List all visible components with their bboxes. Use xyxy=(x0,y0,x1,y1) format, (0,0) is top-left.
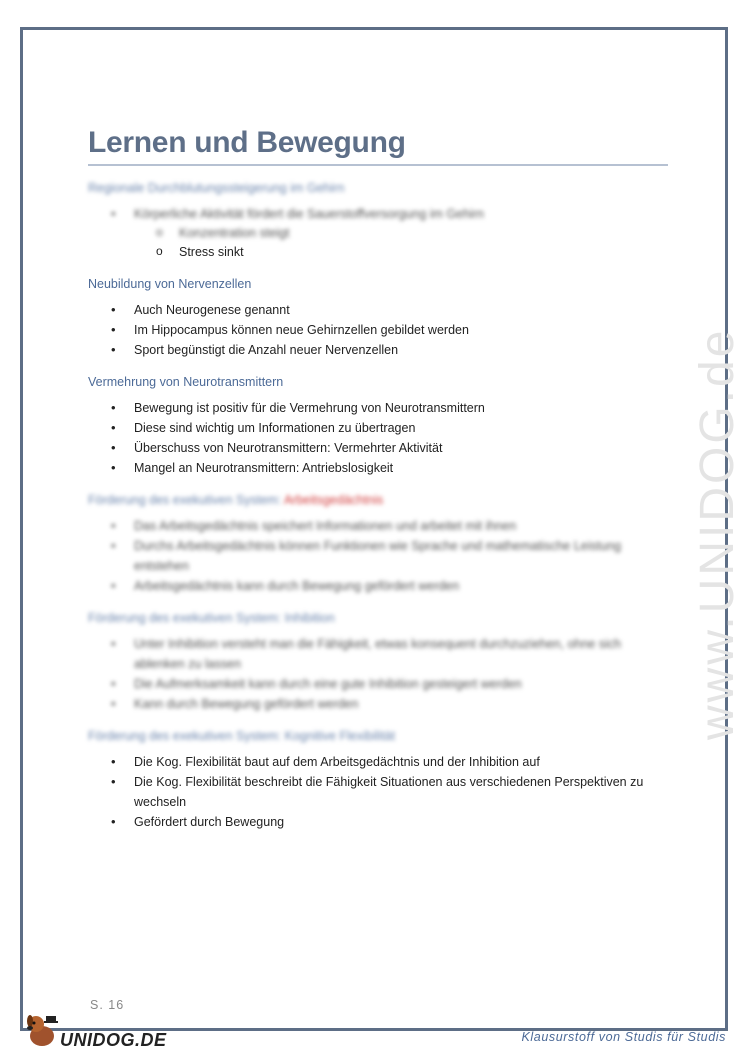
heading-text: Förderung des exekutiven System: xyxy=(88,493,284,507)
sub-list-item: o Konzentration steigt xyxy=(88,224,668,243)
section-neurotransmitter xyxy=(88,374,668,478)
list-item: • Mangel an Neurotransmittern: Antriebslosigkeit xyxy=(88,458,668,478)
page-title: Lernen und Bewegung xyxy=(88,126,668,166)
heading-highlight: Arbeitsgedächtnis xyxy=(283,493,384,507)
watermark xyxy=(690,280,750,740)
unidog-logo xyxy=(20,1010,167,1050)
list-item: • Diese sind wichtig um Informationen zu übertragen xyxy=(88,418,668,438)
bullet-list xyxy=(88,634,668,714)
section-heading: Vermehrung von Neurotransmittern xyxy=(88,375,284,389)
watermark-text: www.UNIDOG.de xyxy=(691,327,744,740)
list-item: • Arbeitsgedächtnis kann durch Bewegung gefördert werden xyxy=(88,576,668,596)
section-heading: Förderung des exekutiven System: Kognitive Flexibilität xyxy=(88,729,396,743)
bullet-list xyxy=(88,516,668,596)
section-flexibilitaet xyxy=(88,728,668,832)
list-item: • Unter Inhibition versteht man die Fähigkeit, etwas konsequent durchzuziehen, ohne sich ablenken zu lassen xyxy=(88,634,668,674)
section-heading: Förderung des exekutiven System: Inhibition xyxy=(88,611,335,625)
section-durchblutung xyxy=(88,180,668,262)
bullet-list xyxy=(88,752,668,832)
list-item: • Die Kog. Flexibilität beschreibt die Fähigkeit Situationen aus verschiedenen Perspektiven zu wechseln xyxy=(88,772,668,812)
list-item: • Die Aufmerksamkeit kann durch eine gute Inhibition gesteigert werden xyxy=(88,674,668,694)
list-item: • Sport begünstigt die Anzahl neuer Nervenzellen xyxy=(88,340,668,360)
section-arbeitsgedaechtnis xyxy=(88,492,668,596)
page-number: S. 16 xyxy=(90,998,125,1012)
logo-text: UNIDOG.DE xyxy=(60,1030,167,1050)
section-heading xyxy=(88,492,668,508)
list-item: • Gefördert durch Bewegung xyxy=(88,812,668,832)
list-item: • Im Hippocampus können neue Gehirnzellen gebildet werden xyxy=(88,320,668,340)
dog-icon xyxy=(20,1010,64,1050)
section-nervenzellen xyxy=(88,276,668,360)
footer-tagline: Klausurstoff von Studis für Studis xyxy=(521,1030,726,1044)
list-item: • Kann durch Bewegung gefördert werden xyxy=(88,694,668,714)
sub-list-item: o Stress sinkt xyxy=(88,243,668,262)
list-item: • Bewegung ist positiv für die Vermehrung von Neurotransmittern xyxy=(88,398,668,418)
list-item: • Überschuss von Neurotransmittern: Vermehrter Aktivität xyxy=(88,438,668,458)
section-heading: Neubildung von Nervenzellen xyxy=(88,277,252,291)
list-item: • Auch Neurogenese genannt xyxy=(88,300,668,320)
list-item: • Körperliche Aktivität fördert die Sauerstoffversorgung im Gehirn xyxy=(88,204,668,224)
bullet-list xyxy=(88,204,668,262)
list-item: • Das Arbeitsgedächtnis speichert Informationen und arbeitet mit ihnen xyxy=(88,516,668,536)
section-inhibition xyxy=(88,610,668,714)
list-item: • Die Kog. Flexibilität baut auf dem Arbeitsgedächtnis und der Inhibition auf xyxy=(88,752,668,772)
bullet-list xyxy=(88,398,668,478)
document-body xyxy=(88,126,668,832)
section-heading: Regionale Durchblutungssteigerung im Gehirn xyxy=(88,181,345,195)
list-item: • Durchs Arbeitsgedächtnis können Funktionen wie Sprache und mathematische Leistung entstehen xyxy=(88,536,668,576)
bullet-list xyxy=(88,300,668,360)
